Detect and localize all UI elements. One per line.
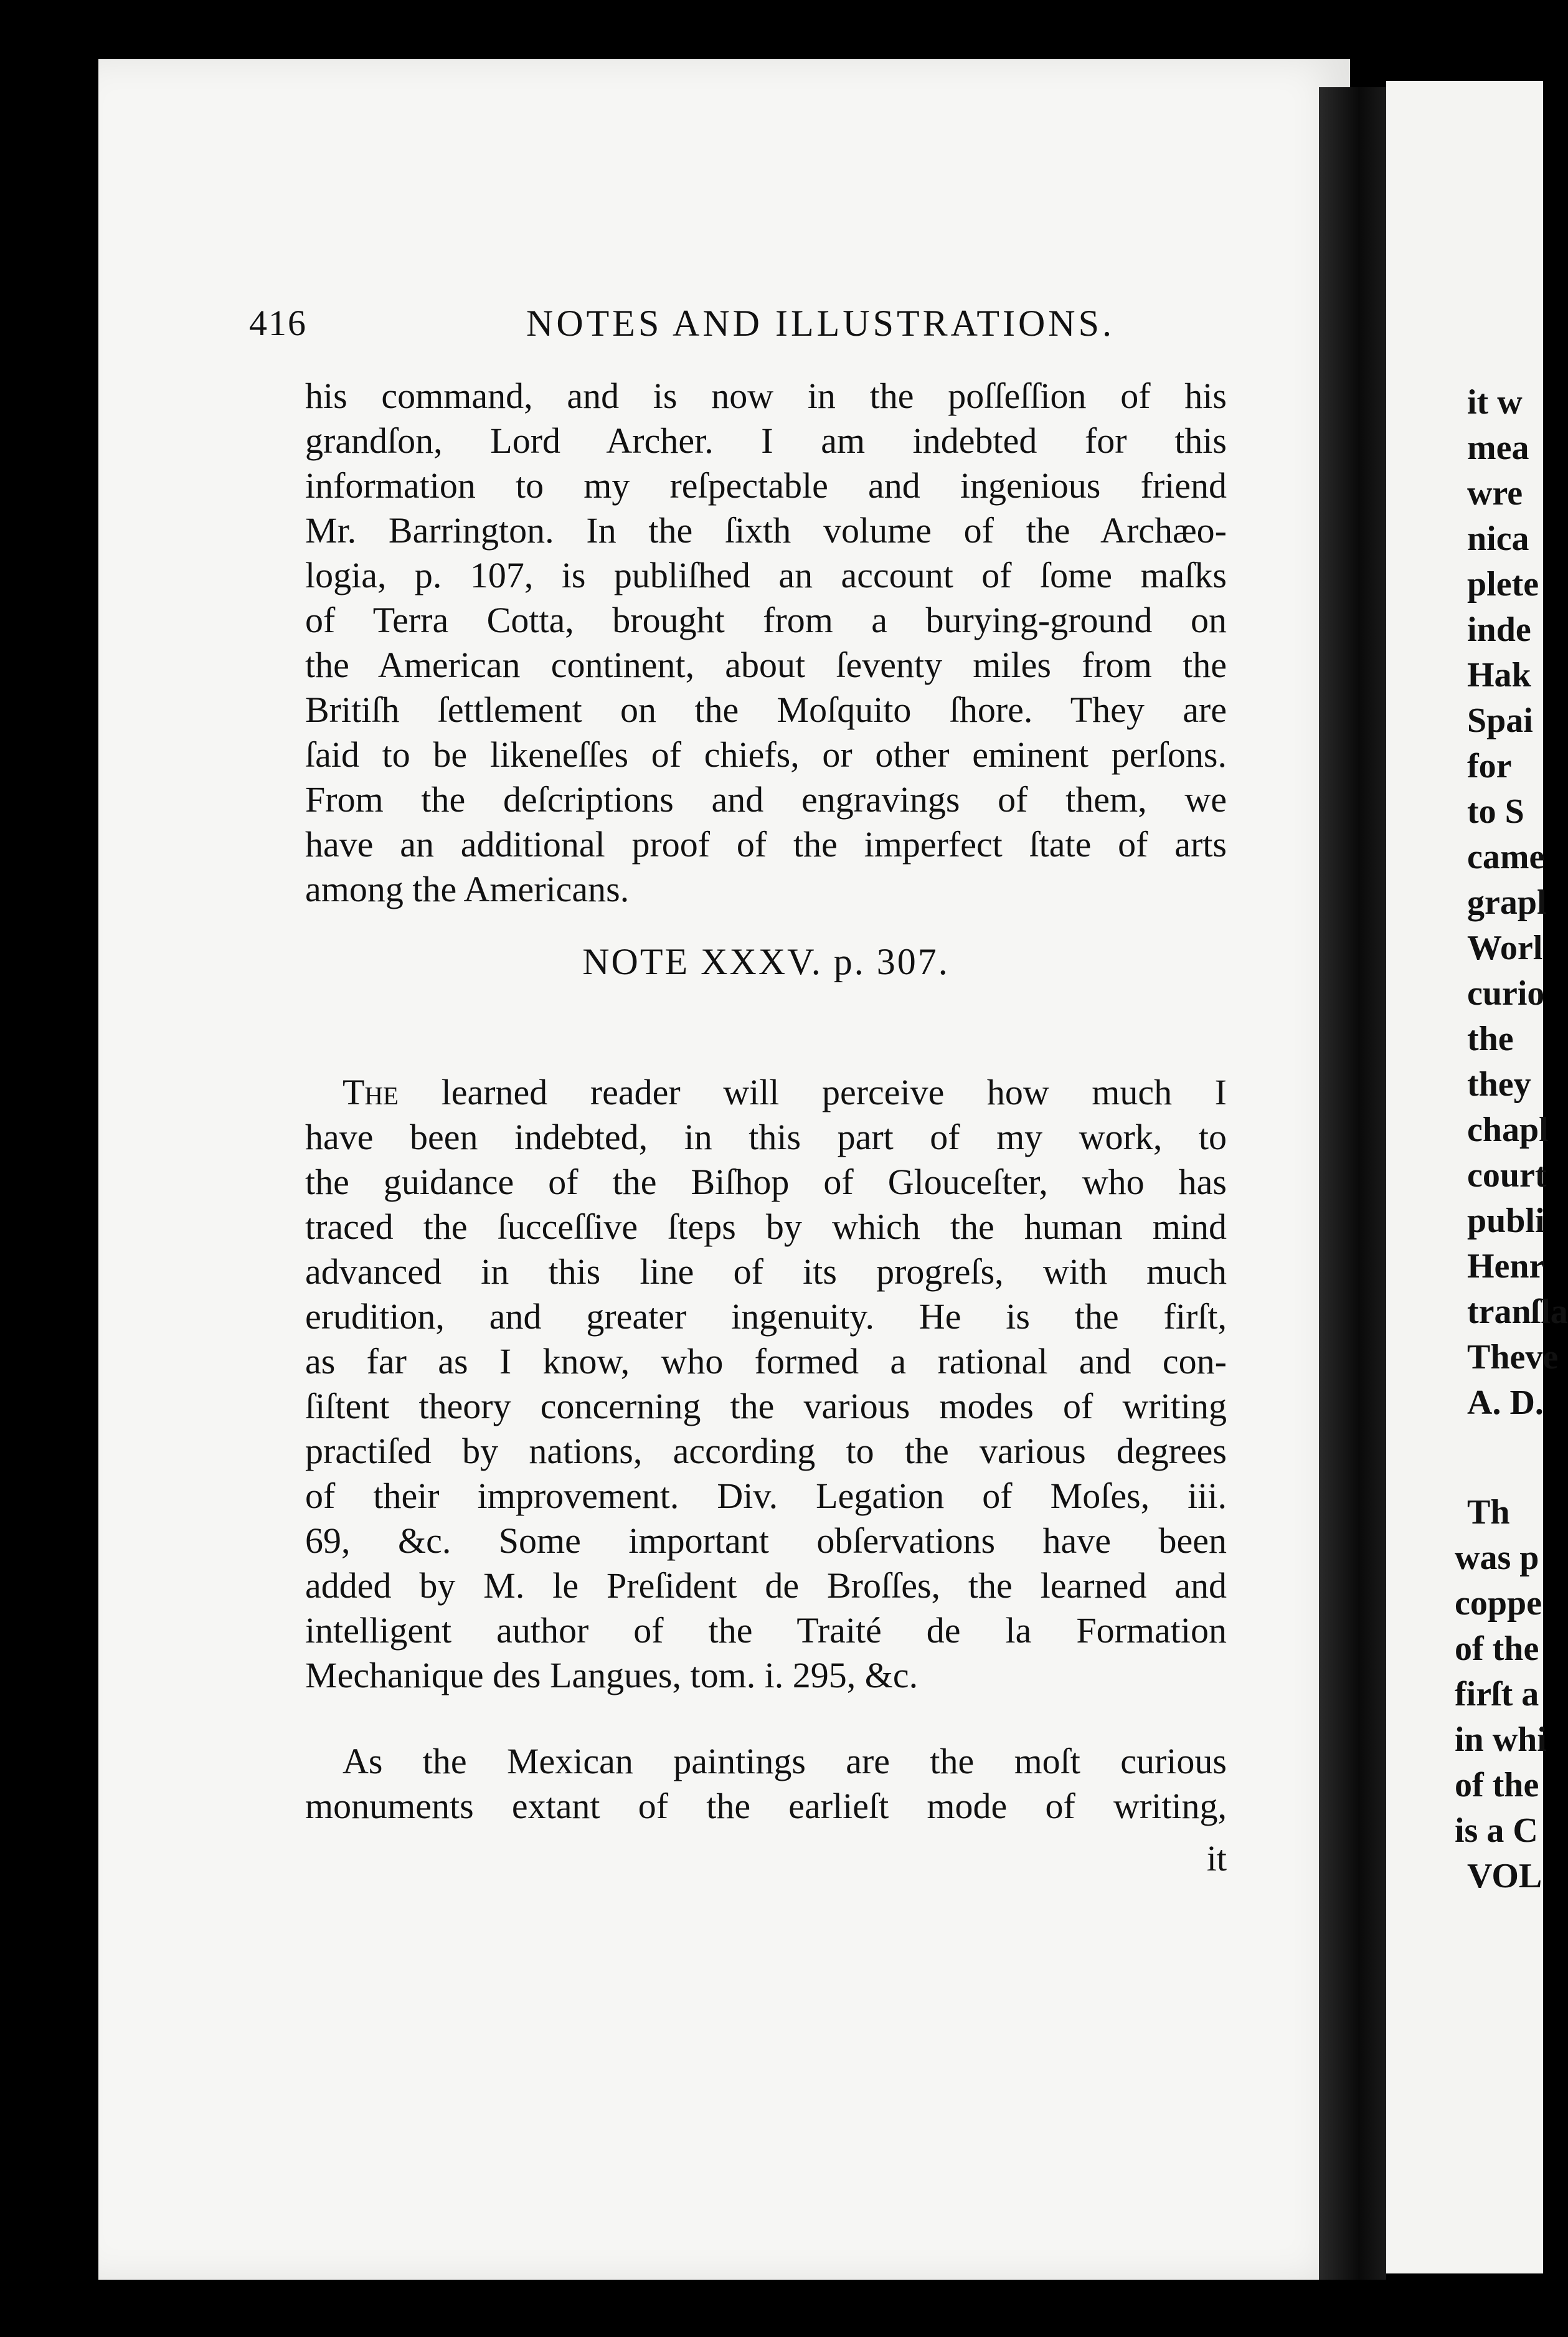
facing-page-fragment: VOL [1467, 1857, 1542, 1895]
text-line: ſaid to be likeneſſes of chiefs, or other eminent perſons. [305, 734, 1227, 775]
text-line: As the Mexican paintings are the moſt curious [342, 1741, 1227, 1781]
facing-page-fragment: firſt a [1455, 1675, 1539, 1714]
text-line: the guidance of the Biſhop of Glouceſter, who has [305, 1162, 1227, 1202]
text-line: Mechanique des Langues, tom. i. 295, &c. [305, 1655, 919, 1695]
facing-page-fragment: plete [1467, 565, 1539, 604]
text-line: his command, and is now in the poſſeſſion of his [305, 376, 1227, 416]
facing-page-fragment: for [1467, 747, 1512, 785]
drop-word: The [342, 1072, 399, 1112]
facing-page-fragment: curio [1467, 974, 1545, 1013]
catchword: it [1206, 1838, 1227, 1879]
facing-page-fragment: mea [1467, 429, 1529, 467]
text-line: Britiſh ſettlement on the Moſquito ſhore. They are [305, 690, 1227, 730]
facing-page-fragment: publi [1467, 1202, 1545, 1240]
text-line [305, 1070, 1227, 1115]
text-line: of Terra Cotta, brought from a burying-ground on [305, 600, 1227, 640]
text-line: have been indebted, in this part of my work, to [305, 1117, 1227, 1157]
facing-page-fragment: is a C [1455, 1811, 1538, 1850]
text-line: as far as I know, who formed a rational and con- [305, 1341, 1227, 1382]
page-header [249, 302, 1233, 346]
facing-page-fragment: tranſla [1467, 1292, 1568, 1331]
facing-page-fragment: Worl [1467, 929, 1543, 967]
facing-page-fragment: they [1467, 1065, 1531, 1104]
facing-page-fragment: was p [1455, 1538, 1539, 1577]
text-line: From the deſcriptions and engravings of them, we [305, 779, 1227, 820]
facing-page-fragment: inde [1467, 610, 1531, 649]
text-line: monuments extant of the earlieſt mode of writing, [305, 1786, 1227, 1826]
text-line: 69, &c. Some important obſervations have been [305, 1520, 1227, 1561]
note-heading: NOTE XXXV. p. 307. [582, 941, 950, 982]
facing-page-fragment: nica [1467, 519, 1529, 558]
facing-page-fragment: of the [1455, 1629, 1539, 1668]
text-line: the American continent, about ſeventy miles from the [305, 645, 1227, 685]
facing-page-fragment: Hak [1467, 656, 1531, 694]
facing-page-fragment: A. D. [1467, 1383, 1544, 1422]
facing-page-fragment: Th [1467, 1493, 1510, 1532]
facing-page-fragment: to S [1467, 792, 1524, 831]
text-line: Mr. Barrington. In the ſixth volume of the Archæo- [305, 510, 1227, 551]
facing-page-fragment: Henr [1467, 1247, 1545, 1286]
book-gutter [1319, 87, 1386, 2280]
text-line: have an additional proof of the imperfect ſtate of arts [305, 824, 1227, 865]
text-line: logia, p. 107, is publiſhed an account of ſome maſks [305, 555, 1227, 595]
facing-page-fragment: wre [1467, 474, 1523, 513]
text-line: erudition, and greater ingenuity. He is the firſt, [305, 1296, 1227, 1337]
facing-page-fragment: coppe [1455, 1584, 1542, 1623]
text-line: intelligent author of the Traité de la Formation [305, 1610, 1227, 1651]
text-line: ſiſtent theory concerning the various modes of writing [305, 1386, 1227, 1426]
page-number: 416 [249, 303, 307, 343]
facing-page-fragment: Theve [1467, 1338, 1559, 1377]
text-line: advanced in this line of its progreſs, with much [305, 1251, 1227, 1292]
text-line: added by M. le Preſident de Broſſes, the learned and [305, 1565, 1227, 1606]
text-line: among the Americans. [305, 869, 630, 909]
text-line: traced the ſucceſſive ſteps by which the human mind [305, 1206, 1227, 1247]
facing-page-fragment: of the [1455, 1766, 1539, 1804]
right-page [1386, 81, 1568, 2273]
text-line: of their improvement. Div. Legation of Moſes, iii. [305, 1476, 1227, 1516]
facing-page-fragment: in whi [1455, 1720, 1547, 1759]
text-line: grandſon, Lord Archer. I am indebted for this [305, 420, 1227, 461]
facing-page-fragment: came [1467, 838, 1545, 876]
facing-page-fragment: court [1467, 1156, 1547, 1195]
facing-page-fragment: it w [1467, 383, 1523, 422]
first-line-rest: learned reader will perceive how much I [399, 1072, 1227, 1112]
facing-page-fragment: Spai [1467, 701, 1533, 740]
text-line: information to my reſpectable and ingenious friend [305, 465, 1227, 506]
text-line: practiſed by nations, according to the various degrees [305, 1431, 1227, 1471]
facing-page-fragment: chapl [1467, 1111, 1549, 1149]
facing-page-fragment: grapl [1467, 883, 1547, 922]
facing-page-fragment: the [1467, 1020, 1514, 1058]
running-head: NOTES AND ILLUSTRATIONS. [526, 303, 1115, 344]
